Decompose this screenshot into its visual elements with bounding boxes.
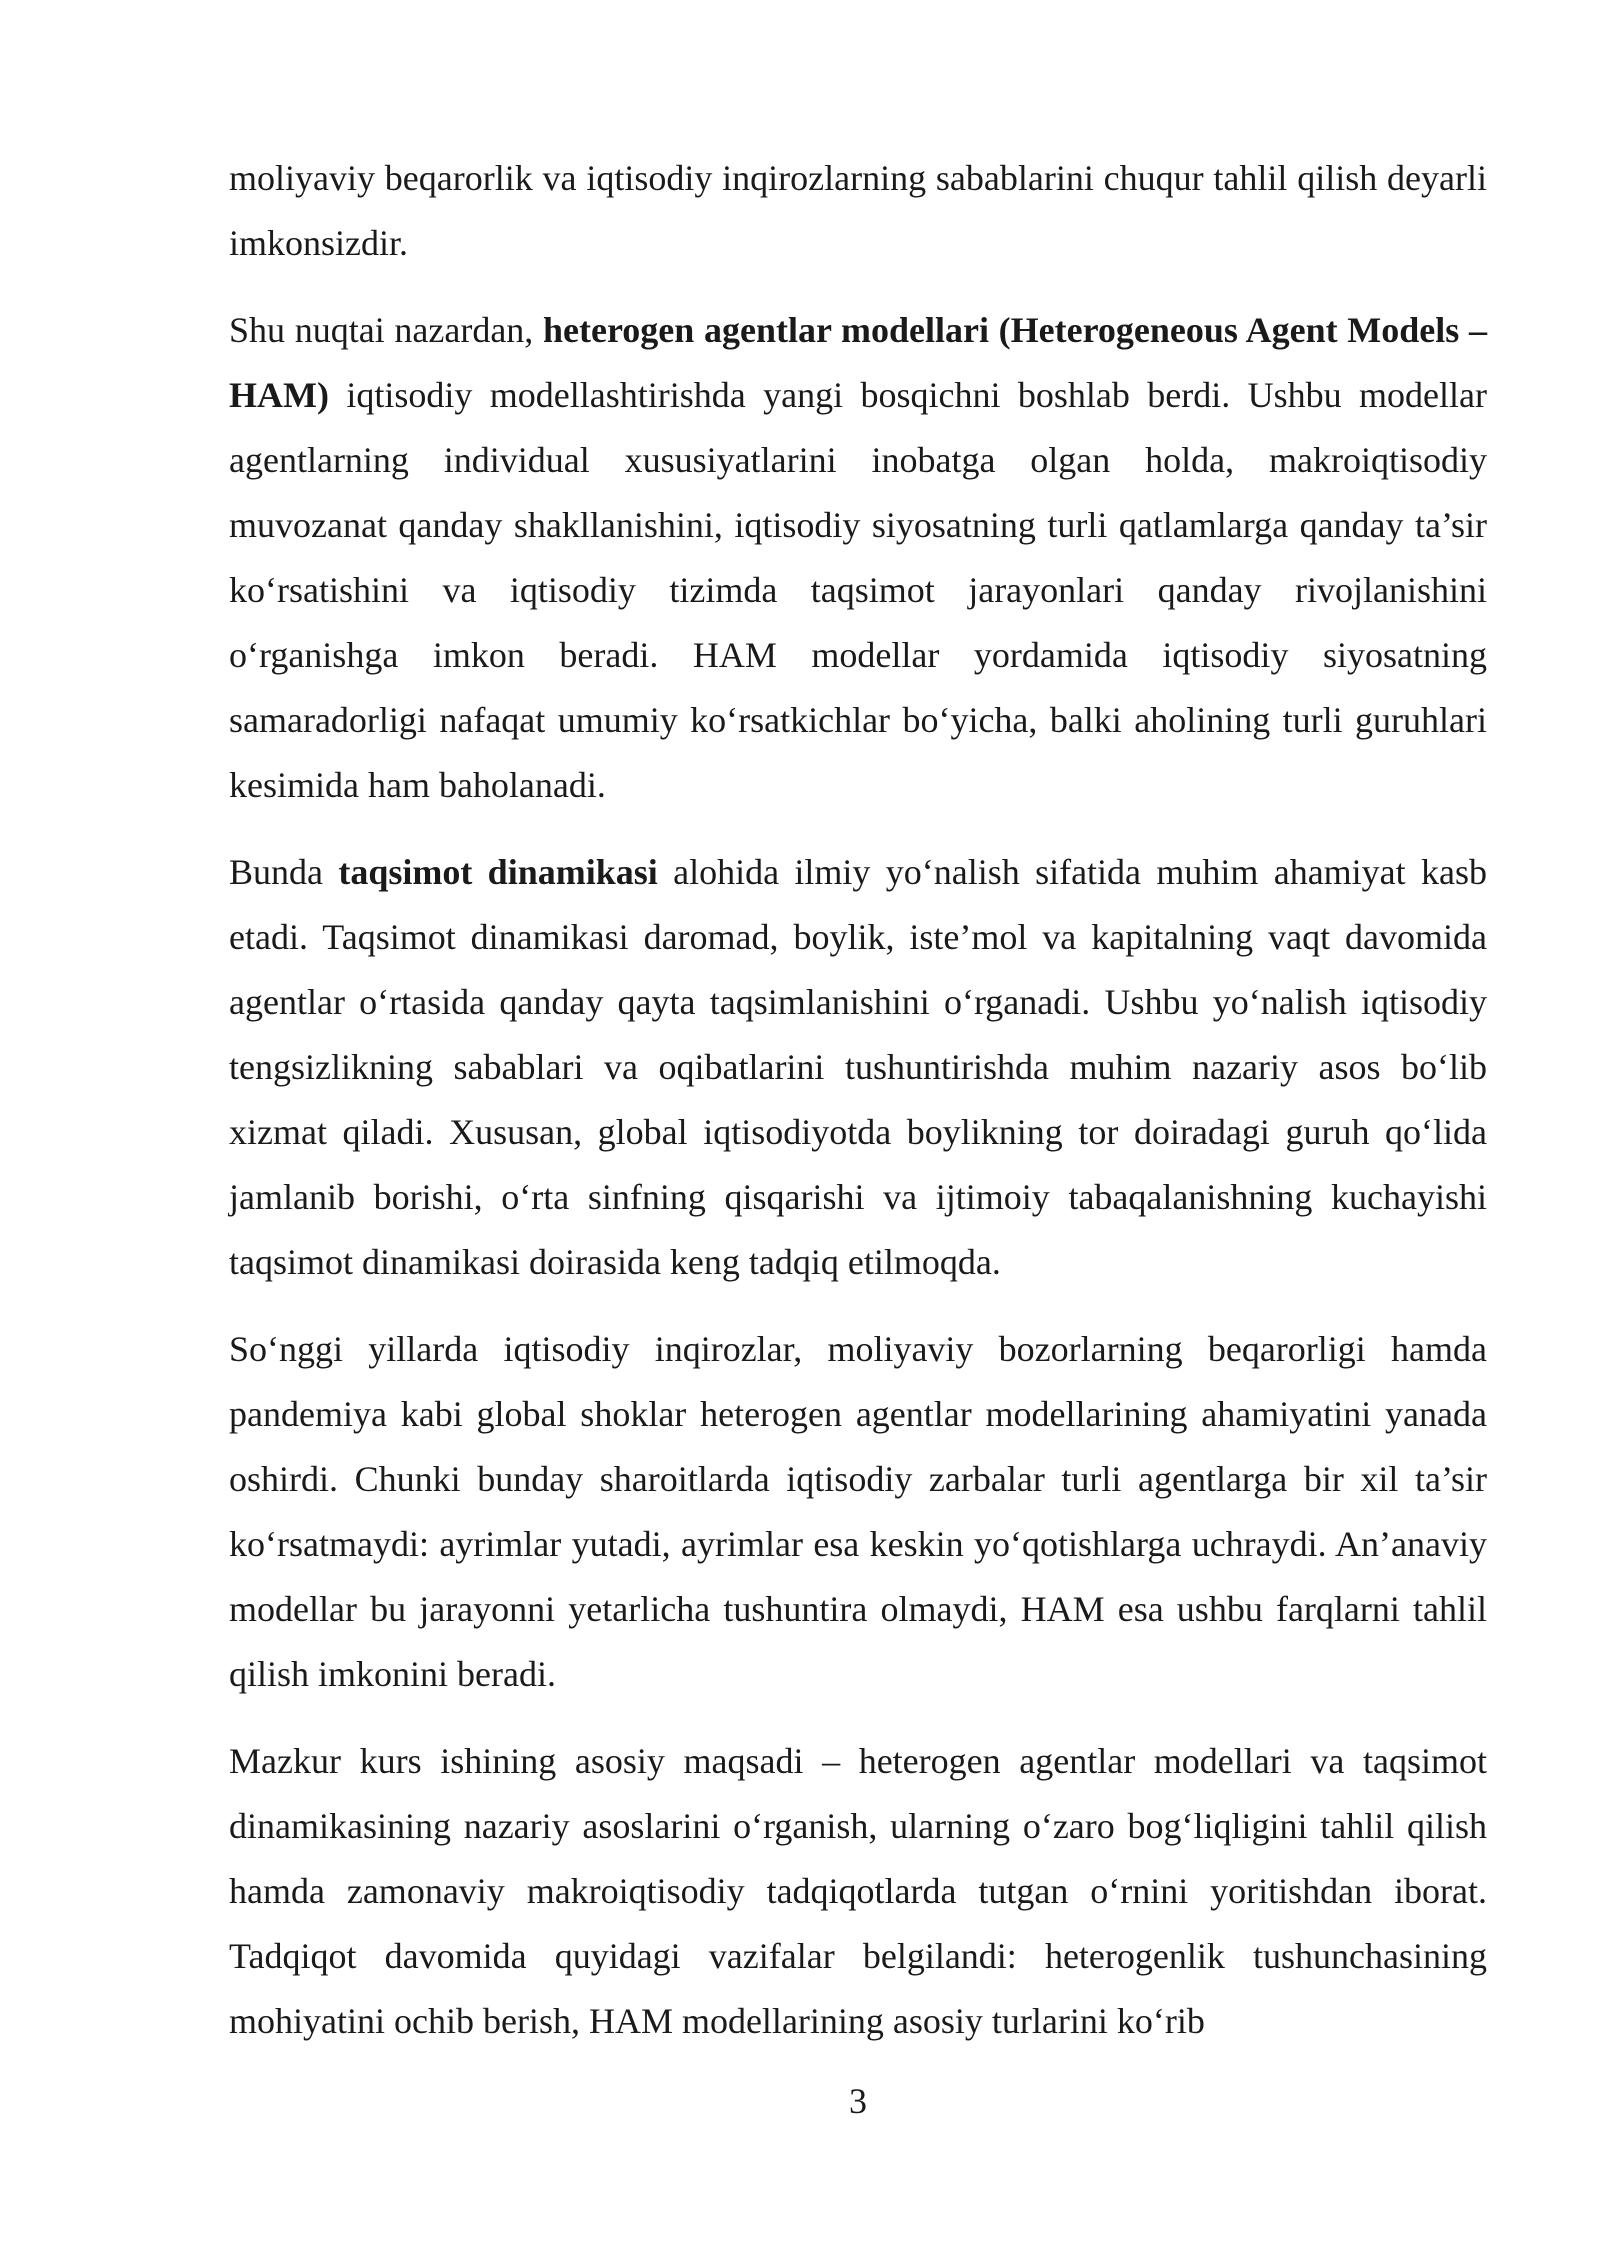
paragraph-3-body: alohida ilmiy yo‘nalish sifatida muhim ahamiyat kasb etadi. Taqsimot dinamikasi daromad, boylik, iste’mol va kapitalning vaqt davomida agentlar o‘rtasida qanday qayta taqsimlanishini o‘rganadi. Ushbu yo‘nalish iqtisodiy tengsizlikning sabablari va oqibatlarini tushuntirishda muhim nazariy asos bo‘lib xizmat qiladi. Xususan, global iqtisodiyotda boylikning tor doiradagi guruh qo‘lida jamlanib borishi, o‘rta sinfning qisqarishi va ijtimoiy tabaqalanishning kuchayishi taqsimot dinamikasi doirasida keng tadqiq etilmoqda.	[229, 852, 1487, 1282]
paragraph-1-text: moliyaviy beqarorlik va iqtisodiy inqirozlarning sabablarini chuqur tahlil qilish deyarli imkonsizdir.	[229, 158, 1487, 263]
term-distribution-dynamics: taqsimot dinamikasi	[338, 852, 658, 892]
paragraph-4-text: So‘nggi yillarda iqtisodiy inqirozlar, moliyaviy bozorlarning beqarorligi hamda pandemiya kabi global shoklar heterogen agentlar modellarining ahamiyatini yanada oshirdi. Chunki bunday sharoitlarda iqtisodiy zarbalar turli agentlarga bir xil ta’sir ko‘rsatmaydi: ayrimlar yutadi, ayrimlar esa keskin yo‘qotishlarga uchraydi. An’anaviy modellar bu jarayonni yetarlicha tushuntira olmaydi, HAM esa ushbu farqlarni tahlil qilish imkonini beradi.	[229, 1329, 1487, 1694]
paragraph-5	[229, 1729, 1487, 2054]
paragraph-1	[229, 146, 1487, 276]
paragraph-3	[229, 840, 1487, 1295]
paragraph-4	[229, 1317, 1487, 1707]
paragraph-2	[229, 298, 1487, 818]
page-number: 3	[849, 2081, 867, 2121]
paragraph-3-lead: Bunda	[229, 852, 339, 892]
paragraph-5-text: Mazkur kurs ishining asosiy maqsadi – heterogen agentlar modellari va taqsimot dinamikasining nazariy asoslarini o‘rganish, ularning o‘zaro bog‘liqligini tahlil qilish hamda zamonaviy makroiqtisodiy tadqiqotlarda tutgan o‘rnini yoritishdan iborat. Tadqiqot davomida quyidagi vazifalar belgilandi: heterogenlik tushunchasining mohiyatini ochib berish, HAM modellarining asosiy turlarini ko‘rib	[229, 1741, 1487, 2041]
term-heterogeneous-agent-models: heterogen agentlar modellari (Heterogeneous Agent Models – HAM)	[229, 310, 1487, 415]
body-text	[229, 146, 1487, 2076]
paragraph-2-lead: Shu nuqtai nazardan,	[229, 310, 543, 350]
paragraph-2-body: iqtisodiy modellashtirishda yangi bosqichni boshlab berdi. Ushbu modellar agentlarning individual xususiyatlarini inobatga olgan holda, makroiqtisodiy muvozanat qanday shakllanishini, iqtisodiy siyosatning turli qatlamlarga qanday ta’sir ko‘rsatishini va iqtisodiy tizimda taqsimot jarayonlari qanday rivojlanishini o‘rganishga imkon beradi. HAM modellar yordamida iqtisodiy siyosatning samaradorligi nafaqat umumiy ko‘rsatkichlar bo‘yicha, balki aholining turli guruhlari kesimida ham baholanadi.	[229, 375, 1487, 805]
